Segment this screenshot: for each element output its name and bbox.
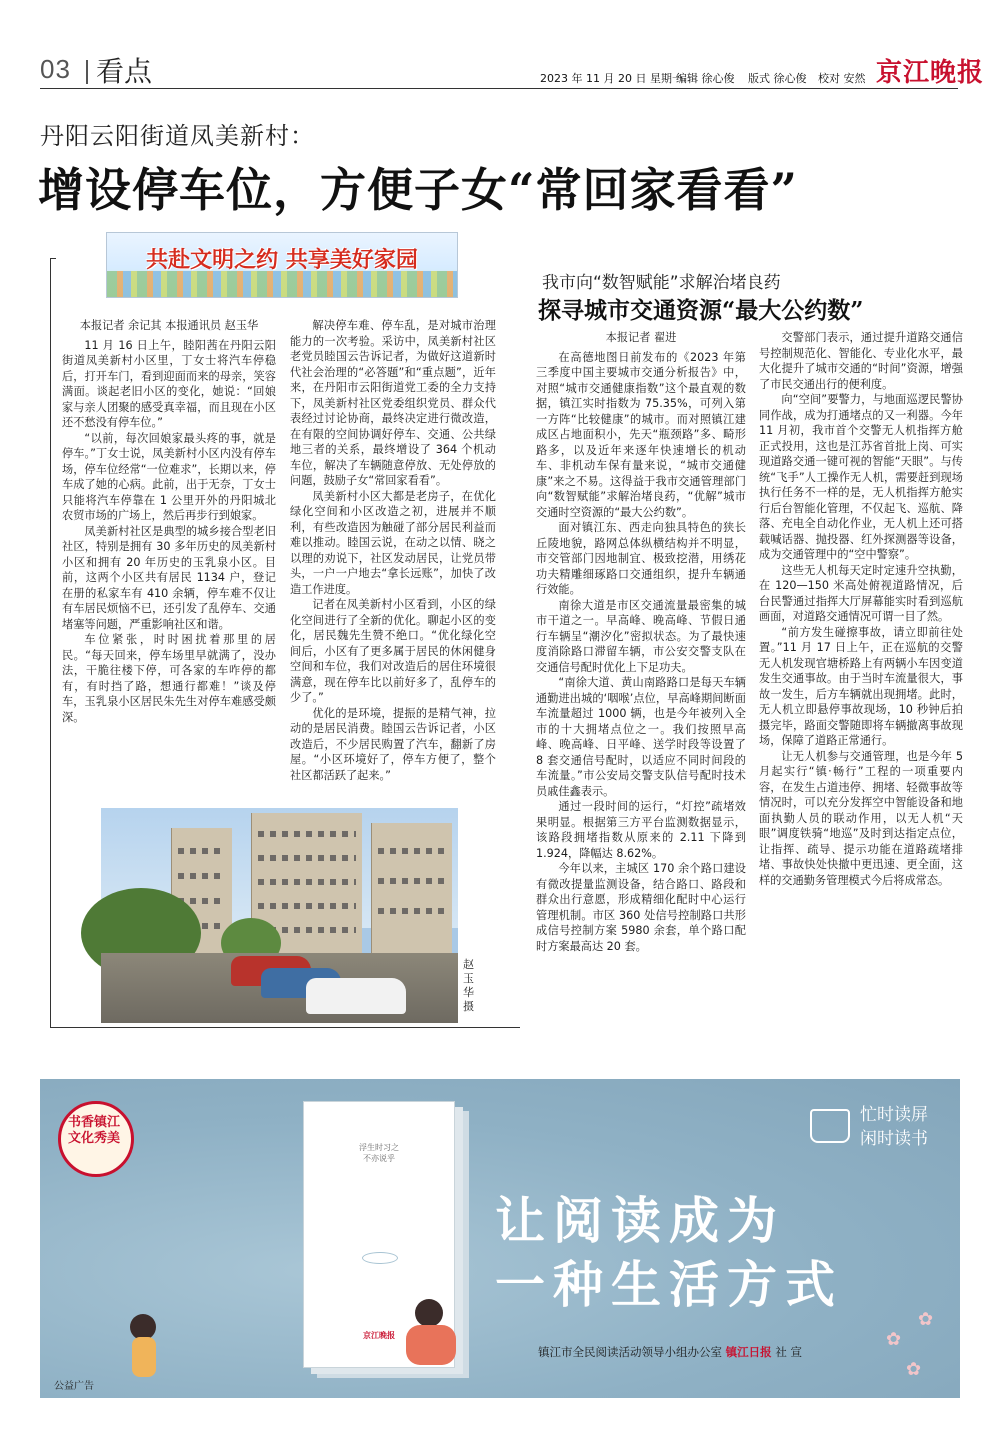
ad-organizer: [538, 1344, 802, 1360]
newspaper-logo: 京江晚报: [876, 58, 985, 88]
section-title: 看点: [96, 55, 153, 88]
flower-icon: ✿: [906, 1359, 922, 1380]
reader-figure-body: [406, 1325, 456, 1365]
article2-paragraph: 让无人机参与交通管理，也是今年 5 月起实行“镇·畅行”工程的一项重要内容，在发生占道违停、拥堵、轻微事故等情况时，可以充分发挥空中智能设备和地面执勤人员的联动作用，以无人机“天眼”调度铁骑“地巡”及时到达指定点位，让指挥、疏导、提示功能在道路疏堵排堵、事故快处快撤中更迅速、更全面，这样的交通勤务管理模式今后将成常态。: [759, 749, 963, 887]
reader-figure-body: [132, 1337, 156, 1377]
article2-paragraph: 在高德地图日前发布的《2023 年第三季度中国主要城市交通分析报告》中，对照“城市交通健康指数”这个最直观的数据，镇江实时指数为 75.35%，可列入第一方阵“比较健康”的城市。而对照镇江建成区占地面积小，先天“瓶颈路”多、畸形路多，以及近年来逐年快速增长的机动车、非机动车保有量来说，“城市交通健康”来之不易。这得益于我市交通管理部门向“数智赋能”求解治堵良药，“优解”城市交通时空资源的“最大公约数”。: [536, 350, 746, 519]
article2-column-2: [759, 330, 963, 970]
article2-kicker: 我市向“数智赋能”求解治堵良药: [542, 273, 781, 293]
article1-paragraph: 11 月 16 日上午，睦阳茜在丹阳云阳街道凤美新村小区里，丁女士将汽车停稳后，打开车门，看到迎面而来的母亲，笑容满面。谈起老旧小区的变化，她说：“回娘家与亲人团聚的感受真幸福，而且现在小区还不愁没有停车位。”: [62, 338, 276, 429]
article2-paragraph: 这些无人机每天定时定速升空执勤，在 120—150 米高处俯视道路情况，后台民警通过指挥大厅屏幕能实时看到巡航画面，对道路交通情况可谓一目了然。: [759, 563, 963, 623]
ad-slogan: [495, 1189, 843, 1317]
article2-byline: 本报记者 翟进: [605, 331, 677, 344]
article2-paragraph: 通过一段时间的运行，“灯控”疏堵效果明显。根据第三方平台监测数据显示，该路段拥堵指数从原来的 2.11 下降到 1.924，降幅达 8.62%。: [536, 800, 746, 860]
building-windows: [178, 873, 226, 879]
slogan-line2: 一种生活方式: [495, 1255, 843, 1314]
article1-headline: 增设停车位，方便子女“常回家看看”: [38, 163, 798, 217]
header-rule: [40, 88, 958, 89]
organizer-name: 镇江市全民阅读活动领导小组办公室: [538, 1345, 722, 1359]
frame-left: [50, 258, 51, 1028]
parking-lot-photo: [101, 808, 458, 1023]
ad-slogan-small: [860, 1103, 928, 1151]
proof-credit: 校对 安然: [818, 72, 866, 85]
page-number: 03: [40, 54, 71, 84]
flower-icon: ✿: [886, 1329, 902, 1350]
building-windows: [178, 848, 226, 854]
article2-paragraph: “前方发生碰擦事故，请立即前往处置。”11 月 17 日上午，正在巡航的交警无人机发现官塘桥路上有两辆小车因变道发生交通事故。由于当时车流量很大，事故一发生，后方车辆就出现拥堵。此时，无人机立即悬停事故现场，10 秒钟后拍摄完毕，路面交警随即将车辆撤离事故现场，保障了道路正常通行。: [759, 625, 963, 747]
header-divider: [86, 60, 88, 84]
article2-paragraph: 南徐大道是市区交通流量最密集的城市干道之一。早高峰、晚高峰、节假日通行车辆呈“潮汐化”密拟状态。为了最快速度消除路口滞留车辆，市公安交警支队在交通信号配时优化上下足功夫。: [536, 598, 746, 674]
organizer-logo: 镇江日报: [725, 1345, 772, 1359]
building-windows: [258, 855, 356, 861]
book-title: 浮生时习之 不亦说乎: [359, 1143, 399, 1163]
flower-icon: ✿: [918, 1309, 934, 1330]
building-windows: [378, 848, 446, 854]
book-outline-icon: [810, 1109, 850, 1143]
building-windows: [258, 903, 356, 909]
layout-credit: 版式 徐心俊: [748, 72, 807, 85]
article1-byline: 本报记者 余记其 本报通讯员 赵玉华: [79, 319, 259, 332]
editor-credit: 编辑 徐心俊: [676, 72, 735, 85]
slogan-small-line1: 忙时读屏: [860, 1105, 928, 1125]
book-logo: 京江晚报: [363, 1331, 395, 1340]
article1-paragraph: “以前，每次回娘家最头疼的事，就是停车。”丁女士说，凤美新村小区内没有停车场，停车位经常“一位难求”，长期以来，停车成了她的心病。此前，出于无奈，丁女士只能将汽车停靠在 1 公里开外的丹阳城北农贸市场的广场上，然后再步行到娘家。: [62, 431, 276, 522]
reading-ad: [40, 1079, 960, 1398]
building-windows: [378, 908, 446, 914]
organizer-suffix: 社 宣: [775, 1345, 802, 1359]
building-windows: [378, 878, 446, 884]
article2-column-1: [536, 330, 746, 985]
article2-headline: 探寻城市交通资源“最大公约数”: [538, 297, 864, 324]
banner-text: 共赴文明之约 共享美好家园: [146, 247, 418, 273]
article1-paragraph: 记者在凤美新村小区看到，小区的绿化空间进行了全新的优化。聊起小区的变化，居民魏先生赞不绝口。“优化绿化空间后，小区有了更多属于居民的休闲健身空间和车位，我们对改造后的居住环境很满意，现在停车比以前好多了，乱停车的少了。”: [290, 598, 496, 704]
article2-paragraph: “南徐大道、黄山南路路口是每天车辆通勤进出城的‘咽喉’点位，早高峰期间断面车流量超过 1000 辆，也是今年被列入全市的十大拥堵点位之一。我们按照早高峰、晚高峰、日平峰、送学时段等设置了 8 套交通信号配时，以适应不同时间段的车流量。”市公安局交警支队信号配时技术员戚佳鑫表示。: [536, 676, 746, 798]
article2-paragraph: 向“空间”要警力，与地面巡逻民警协同作战，成为打通堵点的又一利器。今年 11 月初，我市首个交警无人机指挥方舱正式投用，这也是江苏省首批上岗、可实现道路交通一键可视的智能“天眼”。与传统“飞手”人工操作无人机，需要赶到现场执行任务不一样的是，无人机指挥方舱实行后台智能化管理，不仅起飞、巡航、降落、充电全自动化作业，无人机上还可搭载喊话器、抛投器、红外探测器等设备，成为交通管理中的“空中警察”。: [759, 393, 963, 561]
article1-kicker: 丹阳云阳街道凤美新村：: [40, 122, 315, 150]
frame-bottom: [50, 1027, 520, 1028]
photo-credit: 赵玉华摄: [463, 958, 474, 1013]
article2-paragraph: 今年以来，主城区 170 余个路口建设有微改提量监测设备，结合路口、路段和群众出行意愿，形成精细化配时中心运行管理机制。市区 360 处信号控制路口共形成信号控制方案 5980 余套，单个路口配时方案最高达 20 套。: [536, 862, 746, 953]
article2-paragraph: 面对镇江东、西走向独具特色的狭长丘陵地貌，路网总体纵横结构并不明显，市交管部门因地制宜、极致挖潜，用绣花功夫精雕细琢路口交通组织，提升车辆通行效能。: [536, 521, 746, 596]
article1-column-1: [62, 318, 276, 758]
water-drop-icon: [362, 1252, 398, 1264]
article1-paragraph: 优化的是环境，提振的是精气神，拉动的是居民消费。睦国云告诉记者，小区改造后，不少居民购置了汽车，翻新了房屋。“小区环境好了，停车方便了，整个社区都活跃了起来。”: [290, 706, 496, 782]
photo-car: [306, 978, 406, 1014]
building-windows: [258, 831, 356, 837]
seal-text: 书香镇江 文化秀美: [67, 1115, 120, 1146]
reader-figure-icon: [415, 1299, 443, 1327]
issue-date: 2023 年 11 月 20 日 星期一: [540, 72, 683, 85]
article1-paragraph: 凤美新村小区大都是老房子，在优化绿化空间和小区改造之初，进展并不顺利，有些改造因为触碰了部分居民利益而难以推动。睦国云说，在动之以情、晓之以理的劝说下，社区发动居民，让党员带头，一户一户地去“拿长远账”，加快了改造工作进度。: [290, 489, 496, 596]
ad-label: 公益广告: [54, 1381, 94, 1392]
article2-paragraph: 交警部门表示，通过提升道路交通信号控制规范化、智能化、专业化水平，最大化提升了城市交通的“时间”资源，增强了市民交通出行的便利度。: [759, 331, 963, 391]
photo-building: [371, 823, 452, 968]
building-windows: [258, 879, 356, 885]
article1-paragraph: 车位紧张，时时困扰着那里的居民。“每天回来，停车场里早就满了，没办法，干脆往楼下停，可各家的车咋停的都有，有时挡了路，想通行都难！”谈及停车，玉乳泉小区居民朱先生对停车难感受颇深。: [62, 633, 276, 724]
article1-paragraph: 解决停车难、停车乱，是对城市治理能力的一次考验。采访中，凤美新村社区老党员睦国云告诉记者，为做好这道新时代社会治理的“必答题”和“重点题”，近年来，在丹阳市云阳街道党工委的全力支持下，凤美新村社区党委组织党员、群众代表经过讨论协商，最终决定进行微改造，在有限的空间协调好停车、交通、公共绿地三者的关系，最终增设了 364 个机动车位，解决了车辆随意停放、无处停放的问题，鼓励子女“常回家看看”。: [290, 319, 496, 487]
slogan-line1: 让阅读成为: [495, 1191, 785, 1250]
article1-paragraph: 凤美新村社区是典型的城乡接合型老旧社区，特别是拥有 30 多年历史的凤美新村小区和拥有 20 年历史的玉乳泉小区。目前，这两个小区共有居民 1134 户，登记在册的私家车有 410 余辆，停车难不仅让有车居民烦恼不已，还引发了乱停车、交通堵塞等问题，严重影响社区和谐。: [62, 524, 276, 631]
article1-column-2: [290, 318, 496, 782]
banner-cityscape: [107, 271, 457, 297]
civilization-banner: [106, 232, 458, 298]
slogan-small-line2: 闲时读书: [860, 1129, 928, 1149]
